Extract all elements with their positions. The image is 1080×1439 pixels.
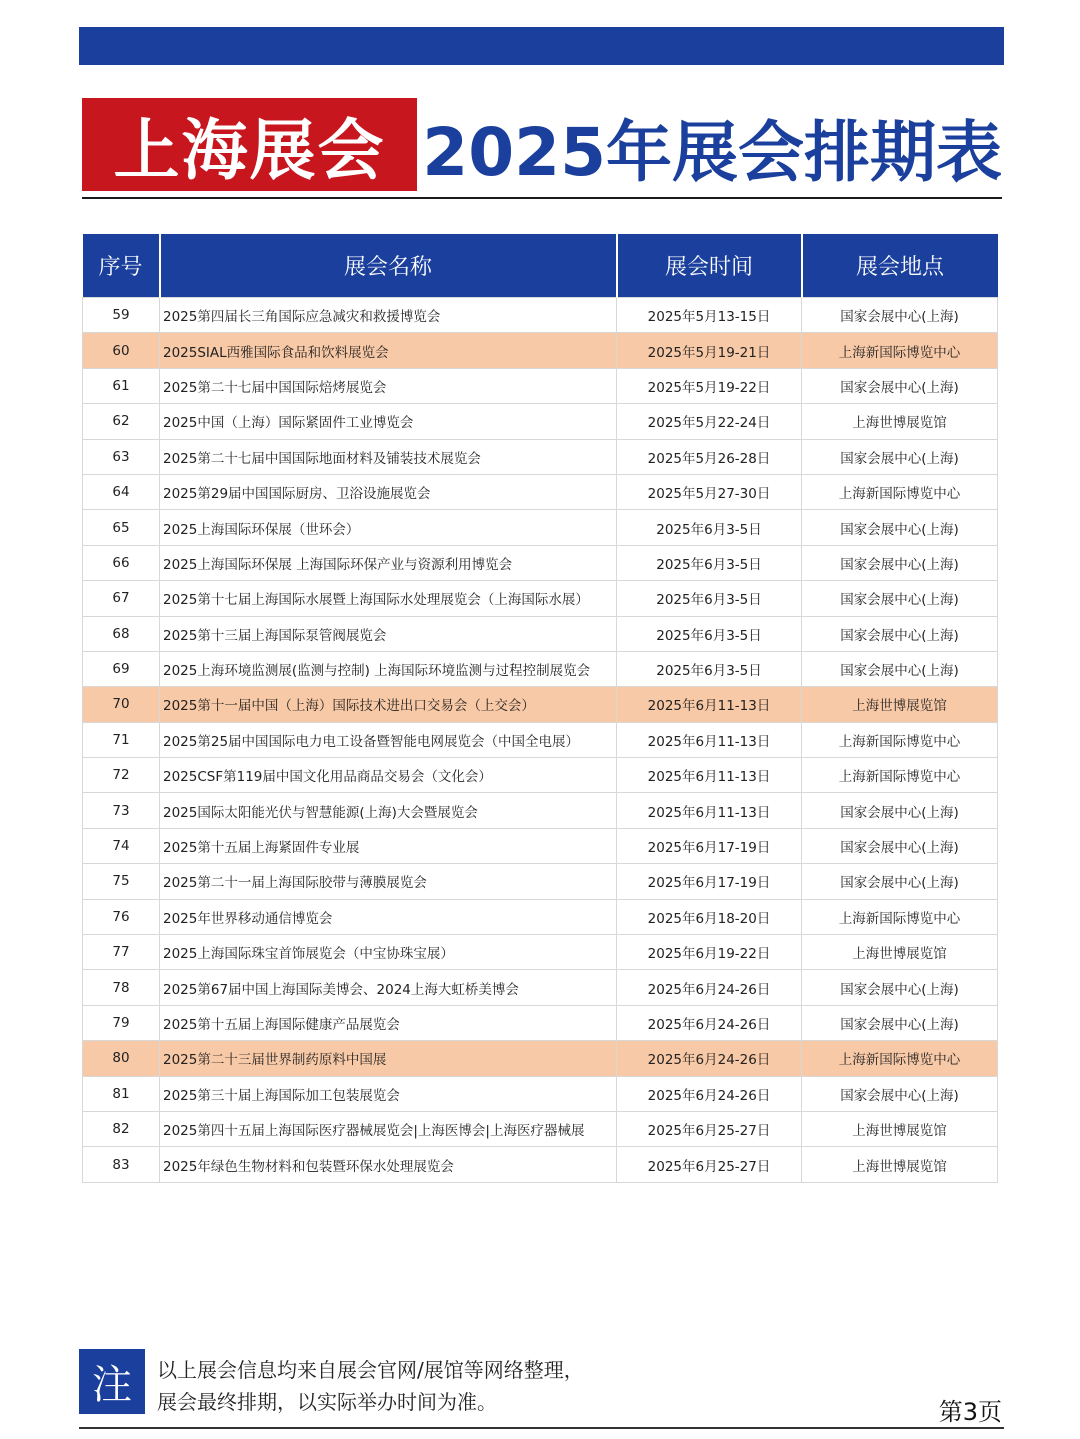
table-row [83, 758, 998, 793]
cell-venue: 国家会展中心(上海) [802, 545, 998, 580]
table-body [83, 298, 998, 1183]
cell-venue: 上海新国际博览中心 [802, 1041, 998, 1076]
cell-date: 2025年6月3-5日 [617, 510, 802, 545]
cell-date: 2025年6月3-5日 [617, 581, 802, 616]
cell-number: 72 [83, 758, 160, 793]
cell-venue: 国家会展中心(上海) [802, 970, 998, 1005]
cell-date: 2025年5月19-22日 [617, 368, 802, 403]
cell-number: 80 [83, 1041, 160, 1076]
cell-venue: 上海世博展览馆 [802, 404, 998, 439]
cell-venue: 上海新国际博览中心 [802, 474, 998, 509]
table-row [83, 333, 998, 368]
cell-date: 2025年6月3-5日 [617, 545, 802, 580]
page-title: 2025年展会排期表 [422, 113, 1002, 191]
city-badge: 上海展会 [82, 98, 417, 191]
cell-venue: 国家会展中心(上海) [802, 1076, 998, 1111]
table-row [83, 864, 998, 899]
cell-number: 75 [83, 864, 160, 899]
cell-number: 59 [83, 298, 160, 333]
table-row [83, 439, 998, 474]
note-line-2: 展会最终排期，以实际举办时间为准。 [157, 1390, 497, 1414]
cell-venue: 上海新国际博览中心 [802, 899, 998, 934]
cell-number: 74 [83, 828, 160, 863]
cell-date: 2025年6月25-27日 [617, 1147, 802, 1182]
cell-exhibition-name: 2025第十三届上海国际泵管阀展览会 [160, 616, 617, 651]
cell-number: 60 [83, 333, 160, 368]
cell-date: 2025年6月11-13日 [617, 793, 802, 828]
cell-number: 65 [83, 510, 160, 545]
cell-date: 2025年5月26-28日 [617, 439, 802, 474]
table-row [83, 616, 998, 651]
table-row [83, 899, 998, 934]
cell-date: 2025年5月13-15日 [617, 298, 802, 333]
table-header-row [83, 234, 998, 298]
cell-number: 76 [83, 899, 160, 934]
cell-number: 79 [83, 1005, 160, 1040]
note-label: 注 [79, 1349, 145, 1414]
cell-venue: 上海世博展览馆 [802, 687, 998, 722]
note-text [157, 1354, 584, 1418]
cell-date: 2025年6月24-26日 [617, 1041, 802, 1076]
cell-venue: 国家会展中心(上海) [802, 793, 998, 828]
cell-exhibition-name: 2025第四十五届上海国际医疗器械展览会|上海医博会|上海医疗器械展 [160, 1111, 617, 1146]
cell-date: 2025年6月25-27日 [617, 1111, 802, 1146]
cell-venue: 国家会展中心(上海) [802, 439, 998, 474]
cell-date: 2025年5月27-30日 [617, 474, 802, 509]
cell-venue: 国家会展中心(上海) [802, 616, 998, 651]
cell-venue: 国家会展中心(上海) [802, 864, 998, 899]
cell-exhibition-name: 2025上海国际环保展 上海国际环保产业与资源利用博览会 [160, 545, 617, 580]
table-row [83, 1111, 998, 1146]
cell-number: 66 [83, 545, 160, 580]
col-header-date: 展会时间 [617, 234, 802, 298]
cell-exhibition-name: 2025第三十届上海国际加工包装展览会 [160, 1076, 617, 1111]
cell-venue: 国家会展中心(上海) [802, 510, 998, 545]
cell-exhibition-name: 2025上海国际环保展（世环会） [160, 510, 617, 545]
cell-exhibition-name: 2025国际太阳能光伏与智慧能源(上海)大会暨展览会 [160, 793, 617, 828]
cell-venue: 国家会展中心(上海) [802, 651, 998, 686]
cell-number: 62 [83, 404, 160, 439]
cell-exhibition-name: 2025第二十一届上海国际胶带与薄膜展览会 [160, 864, 617, 899]
cell-number: 82 [83, 1111, 160, 1146]
cell-exhibition-name: 2025第十一届中国（上海）国际技术进出口交易会（上交会） [160, 687, 617, 722]
cell-exhibition-name: 2025第67届中国上海国际美博会、2024上海大虹桥美博会 [160, 970, 617, 1005]
table-row [83, 404, 998, 439]
cell-exhibition-name: 2025第四届长三角国际应急减灾和救援博览会 [160, 298, 617, 333]
cell-date: 2025年6月3-5日 [617, 616, 802, 651]
table-row [83, 581, 998, 616]
cell-exhibition-name: 2025CSF第119届中国文化用品商品交易会（文化会） [160, 758, 617, 793]
cell-number: 70 [83, 687, 160, 722]
cell-date: 2025年6月18-20日 [617, 899, 802, 934]
cell-number: 61 [83, 368, 160, 403]
cell-venue: 上海世博展览馆 [802, 1111, 998, 1146]
table-row [83, 368, 998, 403]
cell-venue: 上海新国际博览中心 [802, 758, 998, 793]
table-row [83, 1147, 998, 1182]
cell-number: 71 [83, 722, 160, 757]
cell-exhibition-name: 2025第二十七届中国国际地面材料及铺装技术展览会 [160, 439, 617, 474]
cell-number: 67 [83, 581, 160, 616]
cell-exhibition-name: 2025第29届中国国际厨房、卫浴设施展览会 [160, 474, 617, 509]
cell-date: 2025年6月24-26日 [617, 1005, 802, 1040]
footer-divider [79, 1427, 1004, 1429]
table-row [83, 970, 998, 1005]
table-row [83, 651, 998, 686]
cell-number: 81 [83, 1076, 160, 1111]
cell-date: 2025年6月11-13日 [617, 758, 802, 793]
cell-date: 2025年6月11-13日 [617, 687, 802, 722]
cell-number: 73 [83, 793, 160, 828]
cell-venue: 国家会展中心(上海) [802, 1005, 998, 1040]
col-header-name: 展会名称 [160, 234, 617, 298]
table-row [83, 1005, 998, 1040]
cell-exhibition-name: 2025上海国际珠宝首饰展览会（中宝协珠宝展） [160, 935, 617, 970]
cell-exhibition-name: 2025年世界移动通信博览会 [160, 899, 617, 934]
table-row [83, 1041, 998, 1076]
cell-date: 2025年6月24-26日 [617, 1076, 802, 1111]
schedule-table [82, 234, 997, 1183]
table-row [83, 298, 998, 333]
cell-date: 2025年6月3-5日 [617, 651, 802, 686]
col-header-venue: 展会地点 [802, 234, 998, 298]
cell-date: 2025年6月11-13日 [617, 722, 802, 757]
cell-venue: 国家会展中心(上海) [802, 368, 998, 403]
page-number: 第3页 [938, 1398, 1002, 1426]
cell-venue: 上海世博展览馆 [802, 1147, 998, 1182]
cell-exhibition-name: 2025第十五届上海国际健康产品展览会 [160, 1005, 617, 1040]
cell-venue: 上海世博展览馆 [802, 935, 998, 970]
cell-exhibition-name: 2025中国（上海）国际紧固件工业博览会 [160, 404, 617, 439]
cell-number: 64 [83, 474, 160, 509]
table-row [83, 793, 998, 828]
cell-exhibition-name: 2025第二十三届世界制药原料中国展 [160, 1041, 617, 1076]
top-banner-bar [79, 27, 1004, 65]
cell-number: 83 [83, 1147, 160, 1182]
cell-venue: 国家会展中心(上海) [802, 581, 998, 616]
cell-number: 63 [83, 439, 160, 474]
table-row [83, 935, 998, 970]
cell-venue: 上海新国际博览中心 [802, 333, 998, 368]
cell-exhibition-name: 2025第十五届上海紧固件专业展 [160, 828, 617, 863]
cell-exhibition-name: 2025第十七届上海国际水展暨上海国际水处理展览会（上海国际水展） [160, 581, 617, 616]
cell-date: 2025年6月17-19日 [617, 864, 802, 899]
cell-venue: 国家会展中心(上海) [802, 828, 998, 863]
cell-number: 78 [83, 970, 160, 1005]
header-divider [82, 197, 1002, 199]
cell-exhibition-name: 2025年绿色生物材料和包装暨环保水处理展览会 [160, 1147, 617, 1182]
cell-venue: 国家会展中心(上海) [802, 298, 998, 333]
cell-date: 2025年6月24-26日 [617, 970, 802, 1005]
cell-exhibition-name: 2025上海环境监测展(监测与控制) 上海国际环境监测与过程控制展览会 [160, 651, 617, 686]
cell-number: 77 [83, 935, 160, 970]
table-row [83, 1076, 998, 1111]
table-row [83, 722, 998, 757]
cell-exhibition-name: 2025SIAL西雅国际食品和饮料展览会 [160, 333, 617, 368]
cell-exhibition-name: 2025第25届中国国际电力电工设备暨智能电网展览会（中国全电展） [160, 722, 617, 757]
cell-date: 2025年5月22-24日 [617, 404, 802, 439]
cell-number: 69 [83, 651, 160, 686]
table-row [83, 510, 998, 545]
table-row [83, 545, 998, 580]
cell-venue: 上海新国际博览中心 [802, 722, 998, 757]
cell-date: 2025年6月17-19日 [617, 828, 802, 863]
table-row [83, 687, 998, 722]
cell-date: 2025年5月19-21日 [617, 333, 802, 368]
cell-exhibition-name: 2025第二十七届中国国际焙烤展览会 [160, 368, 617, 403]
cell-number: 68 [83, 616, 160, 651]
col-header-number: 序号 [83, 234, 160, 298]
table-row [83, 828, 998, 863]
table-row [83, 474, 998, 509]
cell-date: 2025年6月19-22日 [617, 935, 802, 970]
note-line-1: 以上展会信息均来自展会官网/展馆等网络整理， [157, 1358, 584, 1382]
